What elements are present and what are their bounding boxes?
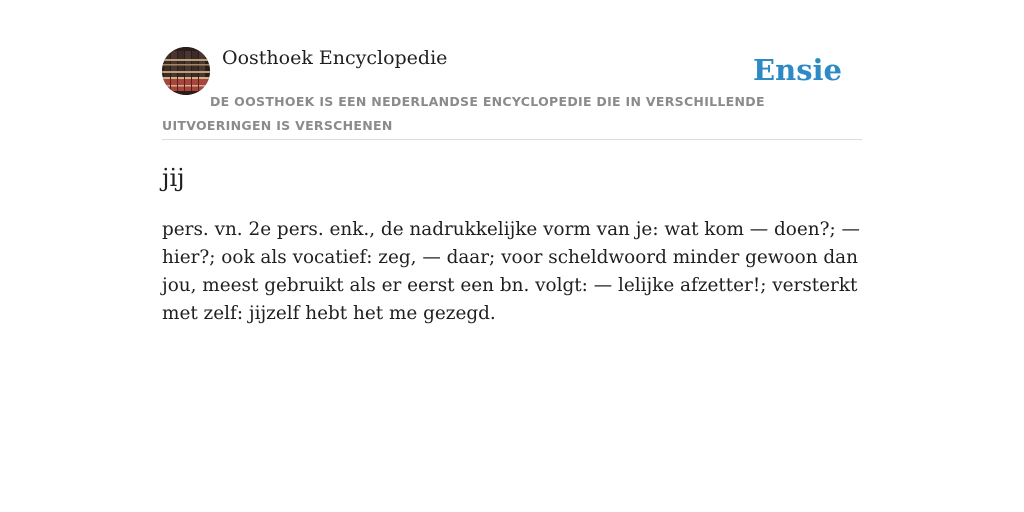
ensie-logo-link[interactable]: Ensie xyxy=(753,53,842,87)
entry-headword: jij xyxy=(162,164,185,192)
entry-definition: pers. vn. 2e pers. enk., de nadrukkelijke vorm van je: wat kom — doen?; — hier?; ook als vocatief: zeg, — daar; voor scheldwoord minder gewoon dan jou, meest gebruikt als er eerst een bn. volgt: — lelijke afzetter!; versterkt met zelf: jijzelf hebt het me gezegd. xyxy=(162,219,860,324)
source-avatar[interactable] xyxy=(162,47,210,95)
source-title[interactable]: Oosthoek Encyclopedie xyxy=(222,47,448,69)
source-header xyxy=(162,46,862,140)
encyclopedia-books-icon xyxy=(162,47,210,95)
source-description: DE OOSTHOEK IS EEN NEDERLANDSE ENCYCLOPEDIE DIE IN VERSCHILLENDE UITVOERINGEN IS VERSCHENEN xyxy=(162,94,765,133)
